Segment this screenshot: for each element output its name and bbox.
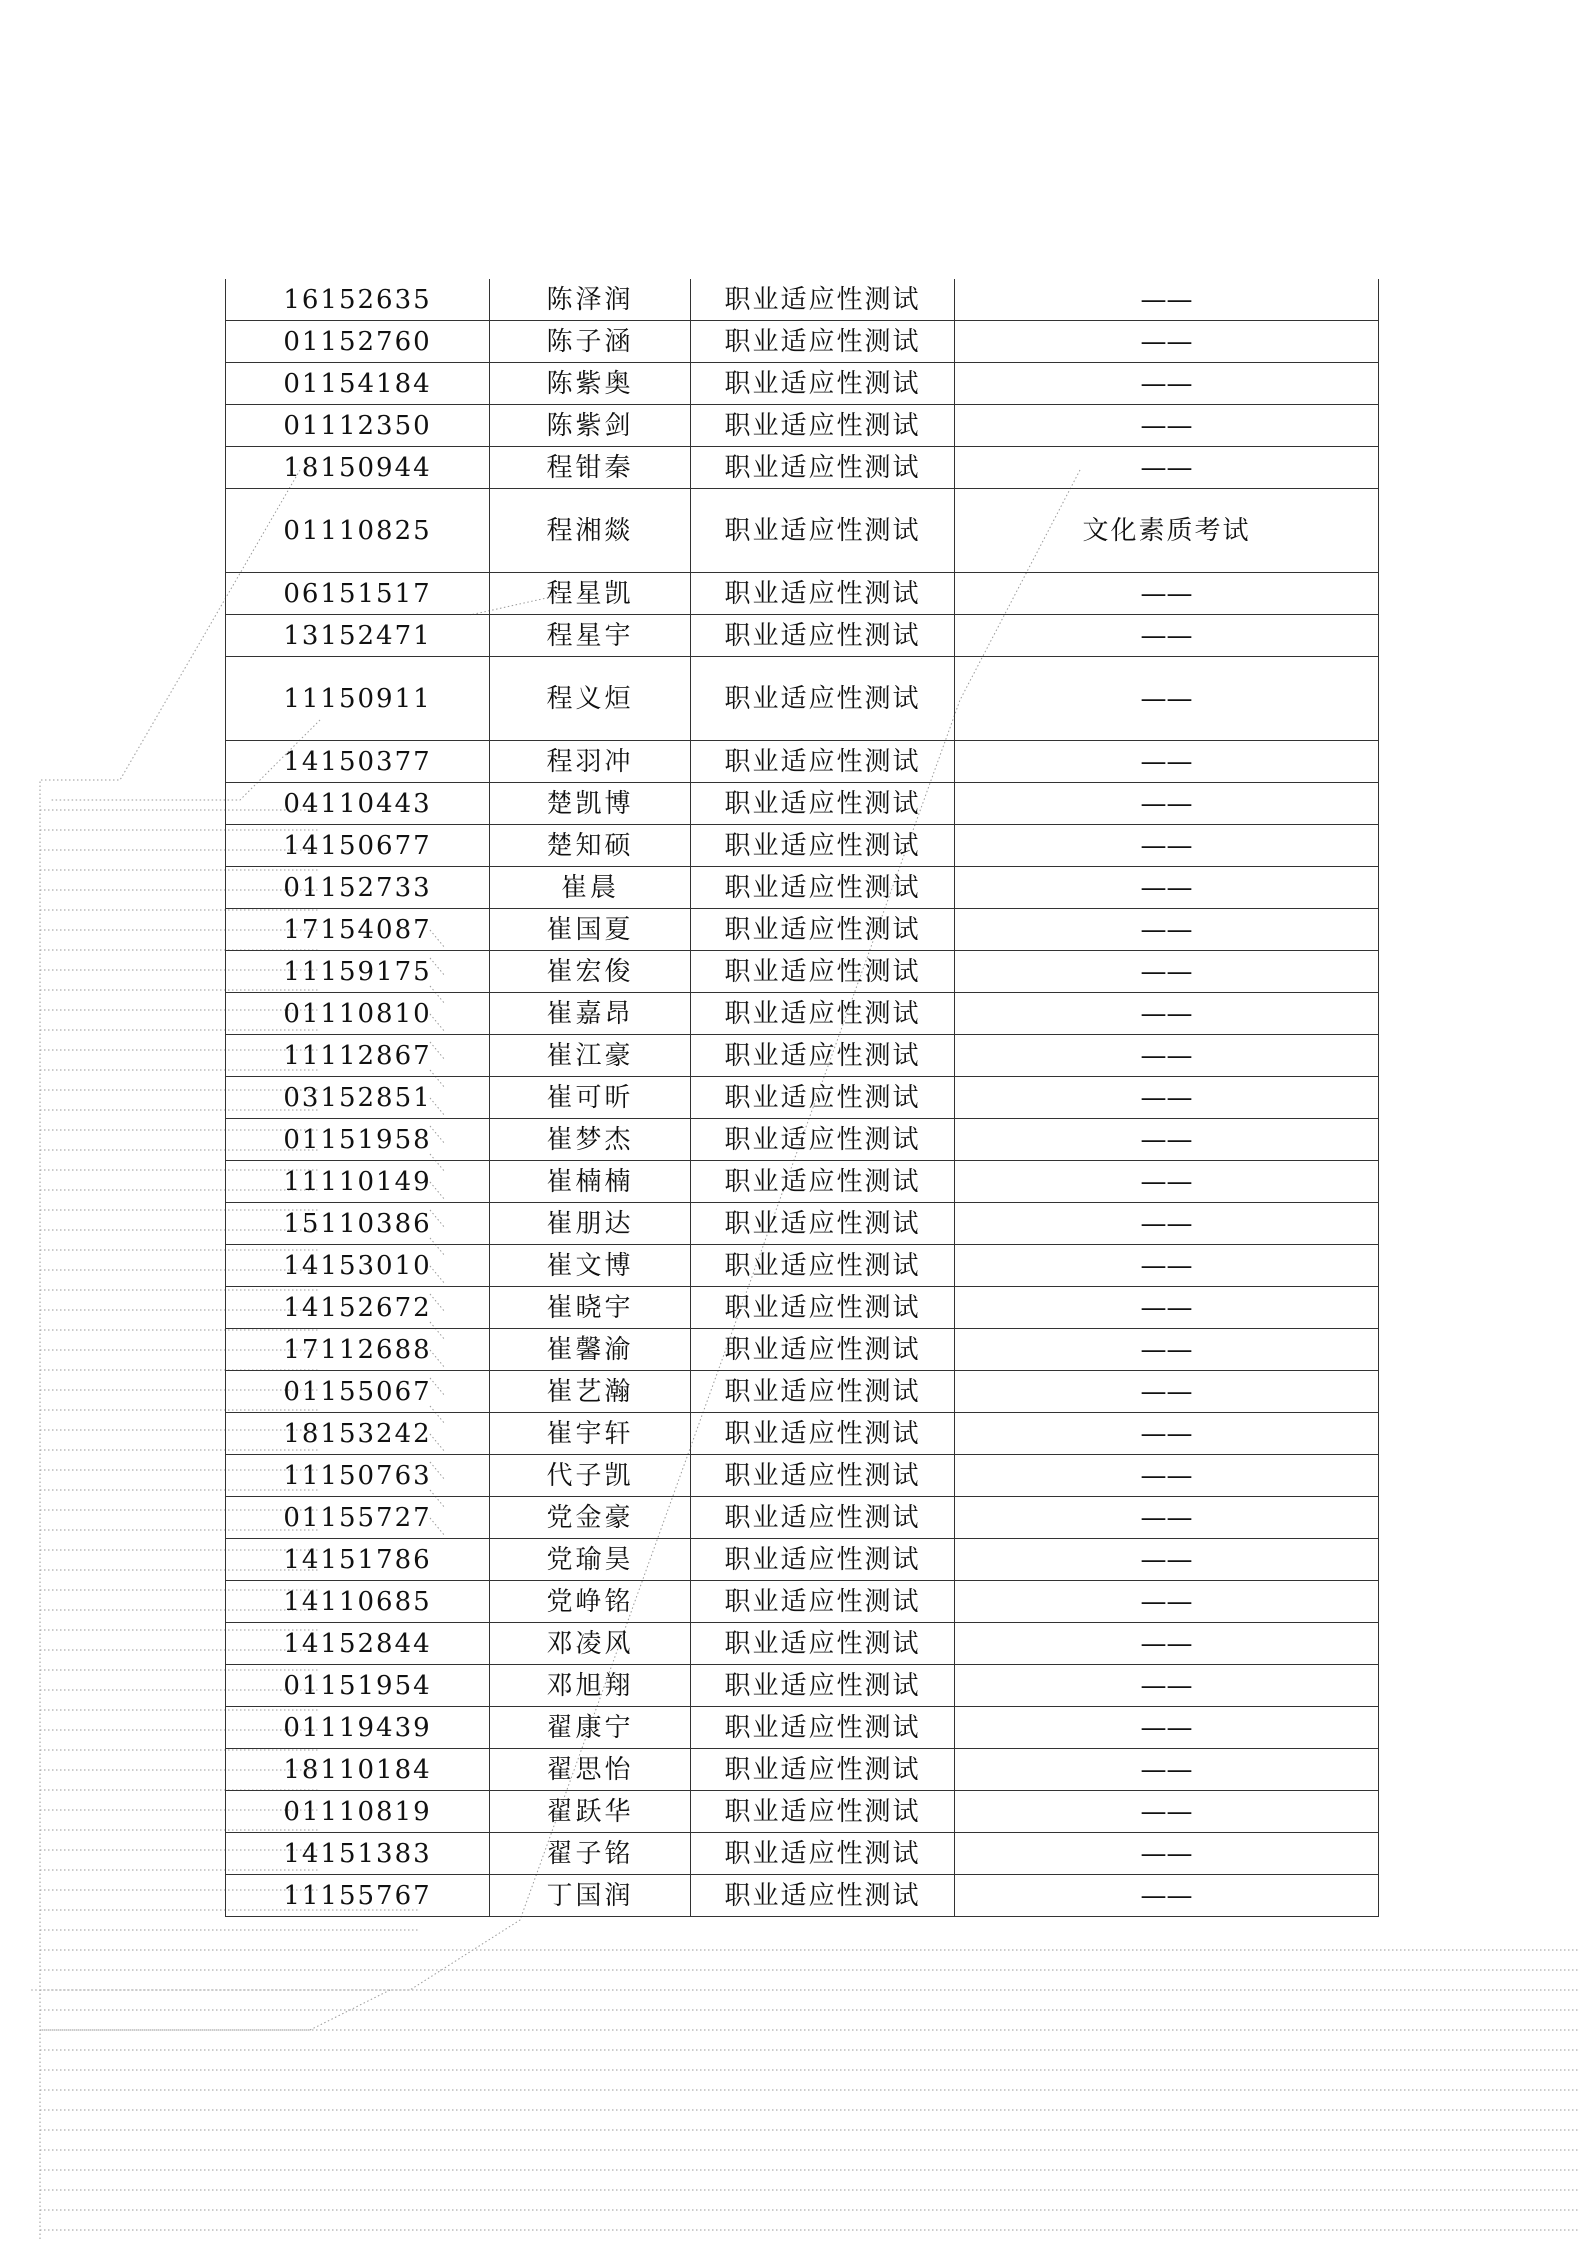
exam-type-cell: 职业适应性测试 xyxy=(691,1161,955,1203)
table-row xyxy=(226,1203,1379,1245)
candidate-id-cell: 18110184 xyxy=(226,1749,490,1791)
candidate-name-cell: 崔晨 xyxy=(490,867,691,909)
candidate-id-cell: 06151517 xyxy=(226,573,490,615)
exam-type-cell: 职业适应性测试 xyxy=(691,1665,955,1707)
second-exam-cell: —— xyxy=(955,1329,1379,1371)
exam-type-cell: 职业适应性测试 xyxy=(691,1875,955,1917)
candidate-name-cell: 翟跃华 xyxy=(490,1791,691,1833)
exam-type-cell: 职业适应性测试 xyxy=(691,741,955,783)
table-row xyxy=(226,1035,1379,1077)
table-row xyxy=(226,1581,1379,1623)
exam-type-cell: 职业适应性测试 xyxy=(691,1581,955,1623)
candidate-id-cell: 17154087 xyxy=(226,909,490,951)
table-row xyxy=(226,615,1379,657)
table-row xyxy=(226,1623,1379,1665)
table-row xyxy=(226,783,1379,825)
second-exam-cell: 文化素质考试 xyxy=(955,489,1379,573)
table-row xyxy=(226,1287,1379,1329)
table-row xyxy=(226,279,1379,321)
second-exam-cell: —— xyxy=(955,1623,1379,1665)
candidate-id-cell: 01152733 xyxy=(226,867,490,909)
candidate-id-cell: 15110386 xyxy=(226,1203,490,1245)
second-exam-cell: —— xyxy=(955,573,1379,615)
candidate-id-cell: 14152844 xyxy=(226,1623,490,1665)
candidate-name-cell: 崔艺瀚 xyxy=(490,1371,691,1413)
second-exam-cell: —— xyxy=(955,1371,1379,1413)
exam-type-cell: 职业适应性测试 xyxy=(691,909,955,951)
exam-type-cell: 职业适应性测试 xyxy=(691,279,955,321)
candidate-id-cell: 01110825 xyxy=(226,489,490,573)
table-row xyxy=(226,867,1379,909)
candidate-id-cell: 14151786 xyxy=(226,1539,490,1581)
second-exam-cell: —— xyxy=(955,657,1379,741)
table-row xyxy=(226,825,1379,867)
exam-type-cell: 职业适应性测试 xyxy=(691,825,955,867)
candidate-id-cell: 01110810 xyxy=(226,993,490,1035)
candidate-name-cell: 崔可昕 xyxy=(490,1077,691,1119)
second-exam-cell: —— xyxy=(955,909,1379,951)
exam-type-cell: 职业适应性测试 xyxy=(691,615,955,657)
table-row xyxy=(226,909,1379,951)
exam-type-cell: 职业适应性测试 xyxy=(691,867,955,909)
candidate-name-cell: 崔宏俊 xyxy=(490,951,691,993)
table-row xyxy=(226,573,1379,615)
candidate-id-cell: 04110443 xyxy=(226,783,490,825)
candidate-id-cell: 01119439 xyxy=(226,1707,490,1749)
exam-type-cell: 职业适应性测试 xyxy=(691,321,955,363)
second-exam-cell: —— xyxy=(955,1203,1379,1245)
table-row xyxy=(226,1413,1379,1455)
exam-type-cell: 职业适应性测试 xyxy=(691,1539,955,1581)
second-exam-cell: —— xyxy=(955,321,1379,363)
exam-type-cell: 职业适应性测试 xyxy=(691,1455,955,1497)
exam-type-cell: 职业适应性测试 xyxy=(691,1203,955,1245)
second-exam-cell: —— xyxy=(955,279,1379,321)
candidate-id-cell: 13152471 xyxy=(226,615,490,657)
candidate-name-cell: 邓凌风 xyxy=(490,1623,691,1665)
table-row xyxy=(226,363,1379,405)
candidate-name-cell: 邓旭翔 xyxy=(490,1665,691,1707)
table-row xyxy=(226,1329,1379,1371)
table-row xyxy=(226,447,1379,489)
candidate-name-cell: 翟子铭 xyxy=(490,1833,691,1875)
candidate-name-cell: 陈紫奥 xyxy=(490,363,691,405)
candidate-id-cell: 01110819 xyxy=(226,1791,490,1833)
second-exam-cell: —— xyxy=(955,1707,1379,1749)
exam-type-cell: 职业适应性测试 xyxy=(691,363,955,405)
candidate-id-cell: 11110149 xyxy=(226,1161,490,1203)
exam-type-cell: 职业适应性测试 xyxy=(691,1077,955,1119)
second-exam-cell: —— xyxy=(955,1245,1379,1287)
exam-type-cell: 职业适应性测试 xyxy=(691,1623,955,1665)
second-exam-cell: —— xyxy=(955,615,1379,657)
table-row xyxy=(226,1245,1379,1287)
exam-type-cell: 职业适应性测试 xyxy=(691,405,955,447)
candidate-name-cell: 崔嘉昂 xyxy=(490,993,691,1035)
table-row xyxy=(226,1161,1379,1203)
second-exam-cell: —— xyxy=(955,1035,1379,1077)
table-row xyxy=(226,1077,1379,1119)
table-row xyxy=(226,321,1379,363)
candidate-id-cell: 18150944 xyxy=(226,447,490,489)
exam-type-cell: 职业适应性测试 xyxy=(691,1119,955,1161)
candidate-name-cell: 崔馨渝 xyxy=(490,1329,691,1371)
candidate-id-cell: 03152851 xyxy=(226,1077,490,1119)
candidate-id-cell: 14151383 xyxy=(226,1833,490,1875)
second-exam-cell: —— xyxy=(955,741,1379,783)
candidate-name-cell: 陈子涵 xyxy=(490,321,691,363)
candidate-id-cell: 11155767 xyxy=(226,1875,490,1917)
second-exam-cell: —— xyxy=(955,1875,1379,1917)
candidate-name-cell: 程钳秦 xyxy=(490,447,691,489)
exam-type-cell: 职业适应性测试 xyxy=(691,447,955,489)
exam-type-cell: 职业适应性测试 xyxy=(691,951,955,993)
second-exam-cell: —— xyxy=(955,1287,1379,1329)
candidate-name-cell: 崔楠楠 xyxy=(490,1161,691,1203)
second-exam-cell: —— xyxy=(955,1077,1379,1119)
second-exam-cell: —— xyxy=(955,783,1379,825)
second-exam-cell: —— xyxy=(955,951,1379,993)
candidate-name-cell: 崔文博 xyxy=(490,1245,691,1287)
candidate-id-cell: 14152672 xyxy=(226,1287,490,1329)
candidate-id-cell: 11150911 xyxy=(226,657,490,741)
candidate-id-cell: 01155727 xyxy=(226,1497,490,1539)
table-row xyxy=(226,741,1379,783)
second-exam-cell: —— xyxy=(955,1581,1379,1623)
candidate-name-cell: 程义烜 xyxy=(490,657,691,741)
candidate-name-cell: 党金豪 xyxy=(490,1497,691,1539)
table-row xyxy=(226,1665,1379,1707)
candidate-name-cell: 党峥铭 xyxy=(490,1581,691,1623)
exam-type-cell: 职业适应性测试 xyxy=(691,1329,955,1371)
candidate-id-cell: 01151958 xyxy=(226,1119,490,1161)
table-row xyxy=(226,1455,1379,1497)
candidate-name-cell: 代子凯 xyxy=(490,1455,691,1497)
exam-type-cell: 职业适应性测试 xyxy=(691,1707,955,1749)
table-row xyxy=(226,993,1379,1035)
candidate-id-cell: 14150377 xyxy=(226,741,490,783)
exam-type-cell: 职业适应性测试 xyxy=(691,1413,955,1455)
candidate-name-cell: 程星宇 xyxy=(490,615,691,657)
second-exam-cell: —— xyxy=(955,825,1379,867)
second-exam-cell: —— xyxy=(955,1161,1379,1203)
exam-type-cell: 职业适应性测试 xyxy=(691,1833,955,1875)
exam-type-cell: 职业适应性测试 xyxy=(691,657,955,741)
candidate-name-cell: 崔宇轩 xyxy=(490,1413,691,1455)
second-exam-cell: —— xyxy=(955,447,1379,489)
candidate-id-cell: 17112688 xyxy=(226,1329,490,1371)
candidate-name-cell: 党瑜昊 xyxy=(490,1539,691,1581)
table-row xyxy=(226,1875,1379,1917)
candidate-id-cell: 16152635 xyxy=(226,279,490,321)
table-row xyxy=(226,951,1379,993)
candidate-id-cell: 11112867 xyxy=(226,1035,490,1077)
table-row xyxy=(226,657,1379,741)
second-exam-cell: —— xyxy=(955,1833,1379,1875)
table-row xyxy=(226,1371,1379,1413)
second-exam-cell: —— xyxy=(955,405,1379,447)
second-exam-cell: —— xyxy=(955,1497,1379,1539)
candidate-name-cell: 程湘燚 xyxy=(490,489,691,573)
exam-type-cell: 职业适应性测试 xyxy=(691,489,955,573)
candidate-id-cell: 11159175 xyxy=(226,951,490,993)
exam-type-cell: 职业适应性测试 xyxy=(691,993,955,1035)
table-row xyxy=(226,1119,1379,1161)
candidate-id-cell: 01151954 xyxy=(226,1665,490,1707)
second-exam-cell: —— xyxy=(955,1455,1379,1497)
candidate-id-cell: 11150763 xyxy=(226,1455,490,1497)
exam-type-cell: 职业适应性测试 xyxy=(691,1371,955,1413)
exam-type-cell: 职业适应性测试 xyxy=(691,783,955,825)
artifact-line xyxy=(40,1990,390,2030)
table-row xyxy=(226,1707,1379,1749)
candidate-id-cell: 14150677 xyxy=(226,825,490,867)
table-row xyxy=(226,1791,1379,1833)
candidate-name-cell: 楚凯博 xyxy=(490,783,691,825)
candidate-name-cell: 崔梦杰 xyxy=(490,1119,691,1161)
second-exam-cell: —— xyxy=(955,1749,1379,1791)
second-exam-cell: —— xyxy=(955,993,1379,1035)
candidate-id-cell: 01152760 xyxy=(226,321,490,363)
candidate-id-cell: 01154184 xyxy=(226,363,490,405)
candidate-id-cell: 14110685 xyxy=(226,1581,490,1623)
candidate-id-cell: 01155067 xyxy=(226,1371,490,1413)
candidate-name-cell: 崔晓宇 xyxy=(490,1287,691,1329)
table-row xyxy=(226,1539,1379,1581)
exam-type-cell: 职业适应性测试 xyxy=(691,1791,955,1833)
exam-type-cell: 职业适应性测试 xyxy=(691,1245,955,1287)
table-row xyxy=(226,1497,1379,1539)
candidate-table-body xyxy=(226,279,1379,1917)
table-row xyxy=(226,405,1379,447)
exam-type-cell: 职业适应性测试 xyxy=(691,1035,955,1077)
candidate-name-cell: 丁国润 xyxy=(490,1875,691,1917)
candidate-name-cell: 崔江豪 xyxy=(490,1035,691,1077)
second-exam-cell: —— xyxy=(955,363,1379,405)
candidate-name-cell: 楚知硕 xyxy=(490,825,691,867)
candidate-name-cell: 程星凯 xyxy=(490,573,691,615)
exam-type-cell: 职业适应性测试 xyxy=(691,573,955,615)
candidate-name-cell: 崔国夏 xyxy=(490,909,691,951)
exam-type-cell: 职业适应性测试 xyxy=(691,1287,955,1329)
second-exam-cell: —— xyxy=(955,1665,1379,1707)
candidate-name-cell: 程羽冲 xyxy=(490,741,691,783)
exam-type-cell: 职业适应性测试 xyxy=(691,1497,955,1539)
candidate-name-cell: 陈泽润 xyxy=(490,279,691,321)
exam-type-cell: 职业适应性测试 xyxy=(691,1749,955,1791)
second-exam-cell: —— xyxy=(955,1539,1379,1581)
table-row xyxy=(226,1749,1379,1791)
candidate-id-cell: 14153010 xyxy=(226,1245,490,1287)
candidate-name-cell: 翟康宁 xyxy=(490,1707,691,1749)
second-exam-cell: —— xyxy=(955,867,1379,909)
candidate-name-cell: 翟思怡 xyxy=(490,1749,691,1791)
candidate-table xyxy=(225,279,1379,1917)
candidate-name-cell: 崔朋达 xyxy=(490,1203,691,1245)
candidate-name-cell: 陈紫剑 xyxy=(490,405,691,447)
candidate-id-cell: 01112350 xyxy=(226,405,490,447)
second-exam-cell: —— xyxy=(955,1413,1379,1455)
second-exam-cell: —— xyxy=(955,1791,1379,1833)
table-row xyxy=(226,489,1379,573)
second-exam-cell: —— xyxy=(955,1119,1379,1161)
candidate-id-cell: 18153242 xyxy=(226,1413,490,1455)
table-row xyxy=(226,1833,1379,1875)
